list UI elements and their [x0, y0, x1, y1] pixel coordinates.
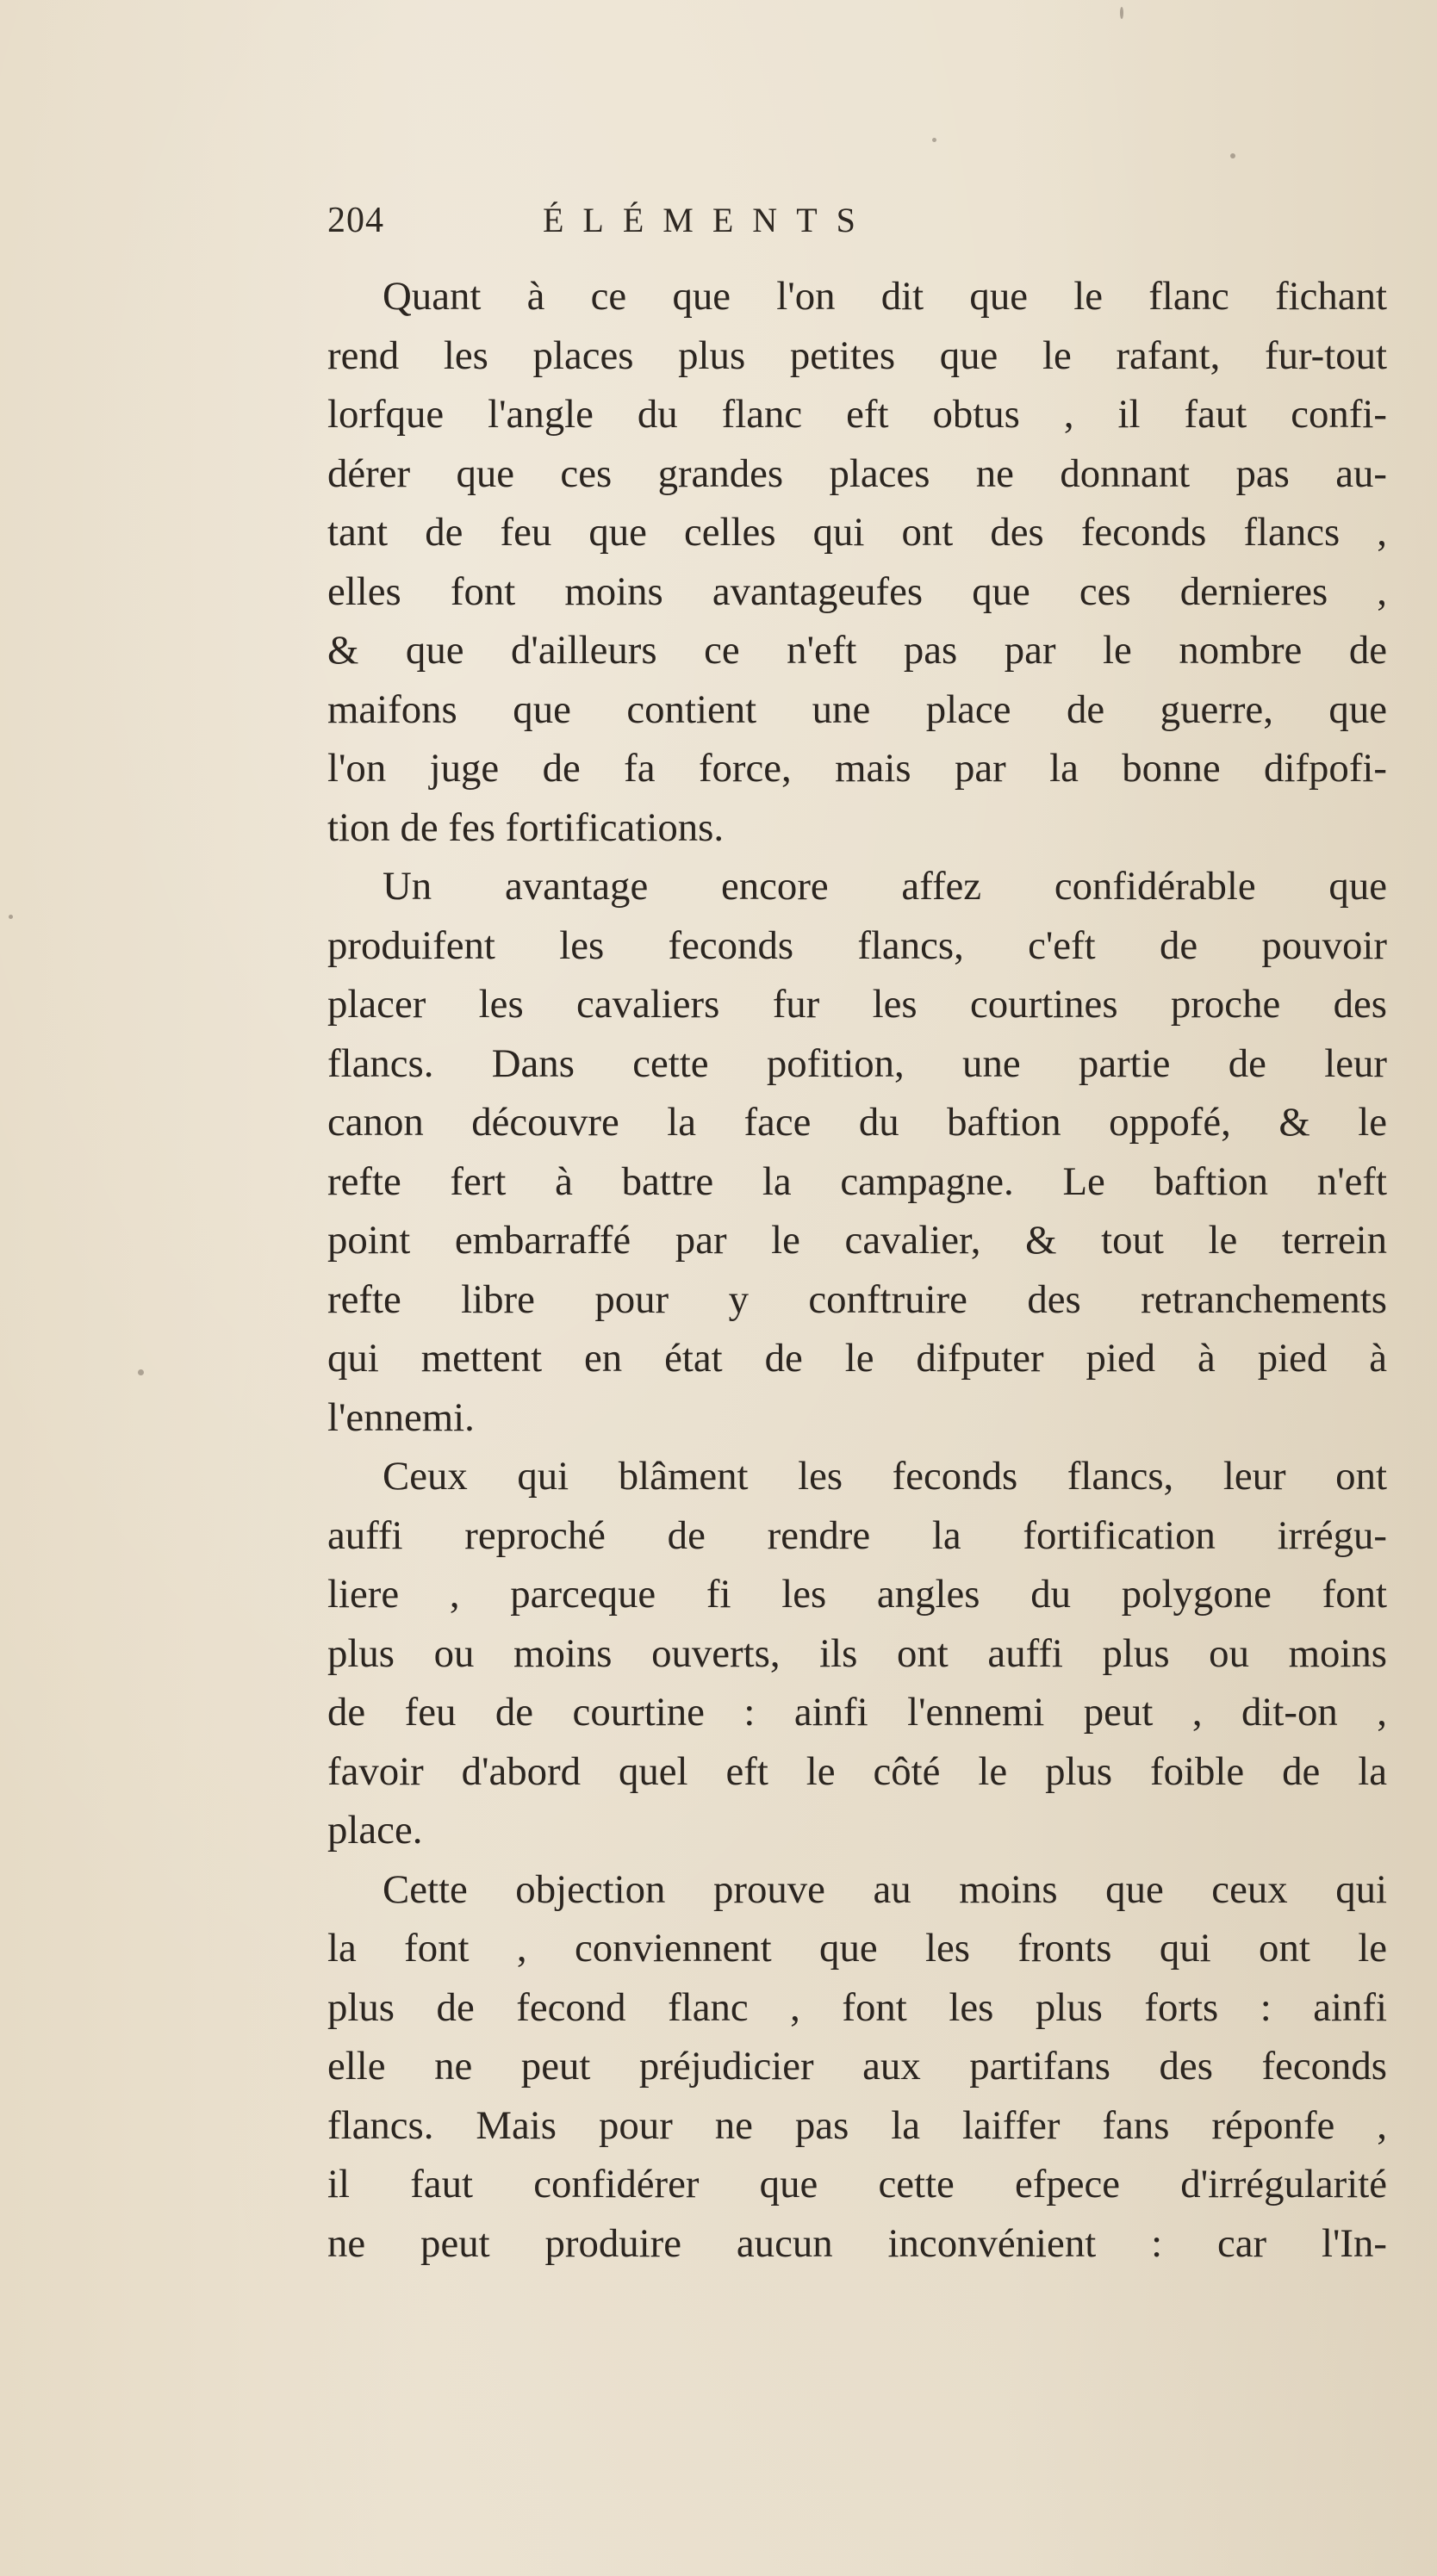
text-line: dérer que ces grandes places ne donnant pas au- [327, 450, 1387, 496]
text-line: refte fert à battre la campagne. Le baftion n'eft [327, 1158, 1387, 1204]
paper-speck [1120, 7, 1123, 19]
paragraph-4 [327, 1860, 1387, 2274]
text-line: place. [327, 1808, 423, 1853]
text-line: tant de feu que celles qui ont des feconds flancs , [327, 510, 1387, 555]
page-header [327, 200, 1189, 260]
text-line: Un avantage encore affez confidérable que [383, 864, 1387, 909]
text-line: refte libre pour y conftruire des retranchements [327, 1276, 1387, 1322]
text-line: de feu de courtine : ainfi l'ennemi peut , dit-on , [327, 1690, 1387, 1735]
text-line: Ceux qui blâment les feconds flancs, leur ont [383, 1454, 1387, 1499]
text-line: il faut confidérer que cette efpece d'irrégularité [327, 2162, 1387, 2207]
paper-speck [9, 915, 13, 919]
text-line: canon découvre la face du baftion oppofé, & le [327, 1100, 1387, 1145]
text-line: Cette objection prouve au moins que ceux qui [383, 1866, 1387, 1912]
text-line: ne peut produire aucun inconvénient : car l'In- [327, 2220, 1387, 2266]
paper-speck [1230, 153, 1235, 158]
text-line: maifons que contient une place de guerre, que [327, 686, 1387, 732]
text-line: lorfque l'angle du flanc eft obtus , il faut confi- [327, 392, 1387, 437]
text-line: Quant à ce que l'on dit que le flanc fichant [383, 274, 1387, 319]
text-line: favoir d'abord quel eft le côté le plus foible de la [327, 1748, 1387, 1794]
text-line: placer les cavaliers fur les courtines proche des [327, 982, 1387, 1027]
paper-speck [932, 138, 936, 142]
text-line: l'on juge de fa force, mais par la bonne difpofi- [327, 746, 1387, 791]
paragraph-2 [327, 857, 1387, 1447]
paragraph-1 [327, 267, 1387, 857]
running-head: ÉLÉMENTS [543, 201, 874, 239]
text-line: tion de fes fortifications. [327, 804, 725, 850]
text-line: l'ennemi. [327, 1394, 475, 1440]
text-line: qui mettent en état de le difputer pied à pied à [327, 1336, 1387, 1381]
text-line: elle ne peut préjudicier aux partifans des feconds [327, 2044, 1387, 2089]
text-line: plus ou moins ouverts, ils ont auffi plus ou moins [327, 1630, 1387, 1676]
text-line: auffi reproché de rendre la fortification irrégu- [327, 1512, 1387, 1558]
text-line: elles font moins avantageufes que ces dernieres , [327, 568, 1387, 614]
text-line: rend les places plus petites que le rafant, fur-tout [327, 332, 1387, 378]
text-line: & que d'ailleurs ce n'eft pas par le nombre de [327, 628, 1387, 673]
text-line: point embarraffé par le cavalier, & tout le terrein [327, 1218, 1387, 1263]
page-number: 204 [327, 201, 384, 240]
text-line: liere , parceque fi les angles du polygone font [327, 1572, 1387, 1617]
text-line: flancs. Mais pour ne pas la laiffer fans réponfe , [327, 2102, 1387, 2148]
text-line: la font , conviennent que les fronts qui ont le [327, 1926, 1387, 1971]
text-line: plus de fecond flanc , font les plus forts : ainfi [327, 1984, 1387, 2030]
text-line: flancs. Dans cette pofition, une partie de leur [327, 1040, 1387, 1086]
paragraph-3 [327, 1447, 1387, 1860]
body-text [327, 267, 1387, 2273]
text-line: produifent les feconds flancs, c'eft de pouvoir [327, 922, 1387, 968]
paper-speck [138, 1369, 144, 1375]
